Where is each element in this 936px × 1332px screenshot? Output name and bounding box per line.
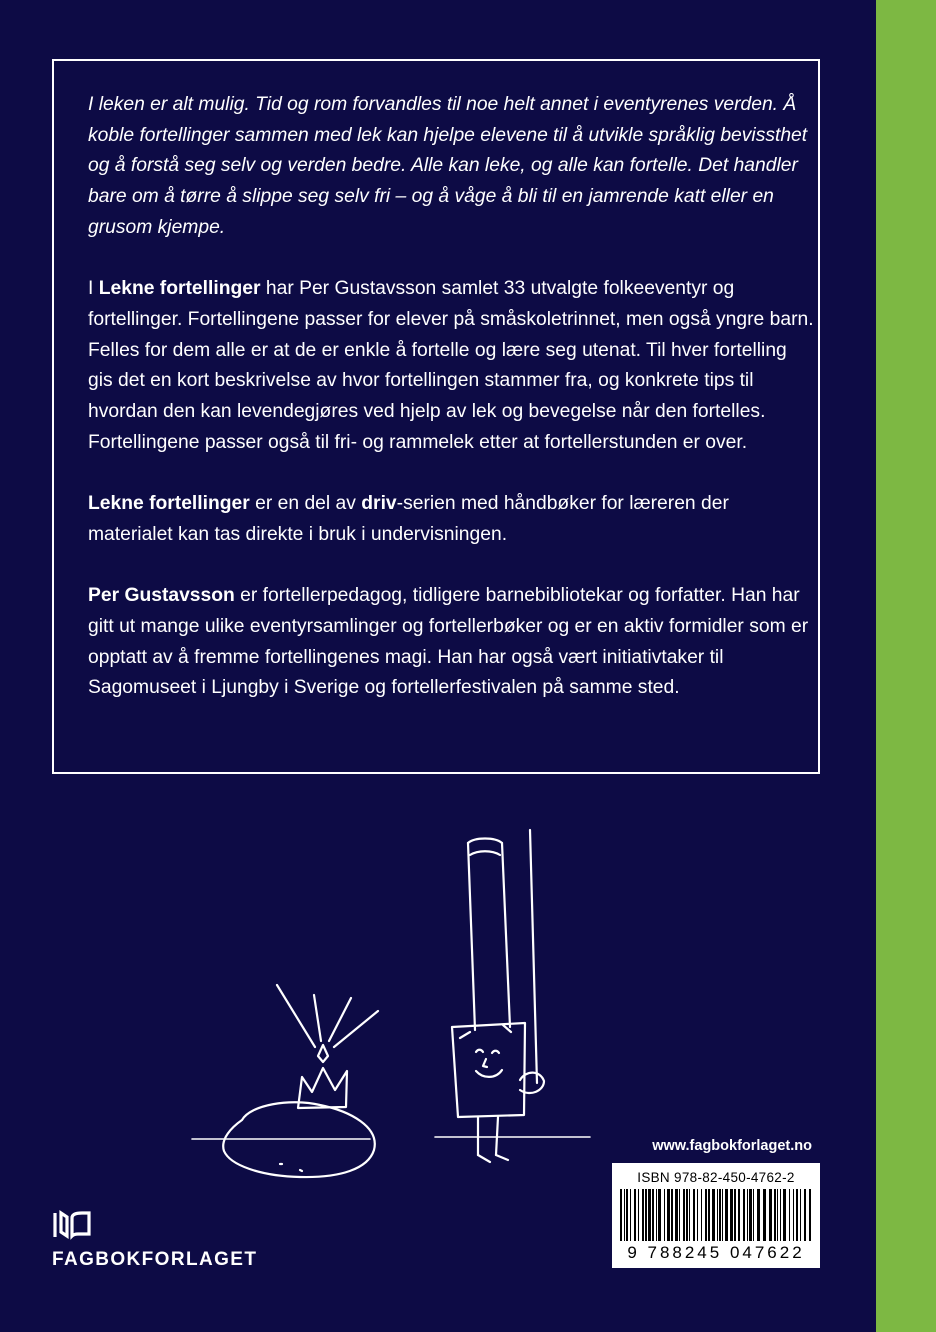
- barcode-bar: [809, 1189, 811, 1241]
- barcode-bar: [626, 1189, 628, 1241]
- back-cover-text: [88, 90, 814, 735]
- barcode-digits: 9 788245 047622: [627, 1243, 805, 1262]
- barcode-bar: [705, 1189, 707, 1241]
- barcode-bar: [645, 1189, 647, 1241]
- barcode-bar: [701, 1189, 702, 1241]
- barcode-bar: [753, 1189, 754, 1241]
- barcode-bar: [719, 1189, 721, 1241]
- barcode-bar: [675, 1189, 678, 1241]
- barcode-bar: [708, 1189, 710, 1241]
- barcode-bar: [730, 1189, 733, 1241]
- barcode-bar: [689, 1189, 690, 1241]
- barcode-bar: [749, 1189, 752, 1241]
- publisher-website: www.fagbokforlaget.no: [652, 1138, 812, 1154]
- barcode-bar: [686, 1189, 688, 1241]
- barcode-bar: [793, 1189, 794, 1241]
- barcode-bar: [671, 1189, 673, 1241]
- barcode-bar: [725, 1189, 728, 1241]
- book-spine: [876, 0, 936, 1332]
- series-text-2: -serien med håndbøker for læreren der materialet kan tas direkte i bruk i undervisningen.: [88, 493, 729, 545]
- barcode-bar: [769, 1189, 772, 1241]
- publisher-name: FAGBOKFORLAGET: [52, 1249, 258, 1270]
- barcode-bar: [783, 1189, 786, 1241]
- description-text: har Per Gustavsson samlet 33 utvalgte folkeeventyr og fortellinger. Fortellingene passer for elever på småskoletrinnet, men også yngre barn. Felles for dem alle er at de er enkle å fortelle og lære seg utenat. Til hver fortelling gis det en kort beskrivelse av hvor fortellingen stammer fra, og konkrete tips til hvordan den kan levendegjøres ved hjelp av lek og bevegelse når den fortelles. Fortellingene passer også til fri- og rammelek etter at fortellerstunden er over.: [88, 278, 814, 453]
- barcode-bar: [738, 1189, 740, 1241]
- barcode-bar: [667, 1189, 670, 1241]
- barcode-bar: [722, 1189, 723, 1241]
- barcode-bar: [648, 1189, 651, 1241]
- barcode-bars: [618, 1189, 814, 1244]
- barcode-bar: [697, 1189, 698, 1241]
- description-paragraph: [88, 274, 814, 458]
- barcode-bar: [743, 1189, 745, 1241]
- barcode-bar: [796, 1189, 798, 1241]
- barcode-bar: [804, 1189, 806, 1241]
- barcode-bar: [747, 1189, 748, 1241]
- barcode-bar: [624, 1189, 625, 1241]
- author-paragraph: [88, 581, 814, 704]
- barcode-bar: [774, 1189, 776, 1241]
- author-name-bold: Per Gustavsson: [88, 585, 235, 607]
- barcode-bar: [757, 1189, 760, 1241]
- author-bio: er fortellerpedagog, tidligere barnebibliotekar og forfatter. Han har gitt ut mange ulike eventyrsamlinger og fortellerbøker og er en aktiv formidler som er opptatt av å fremme fortellingenes magi. Han har også vært initiativtaker til Sagomuseet i Ljungby i Sverige og fortellerfestivalen på samme sted.: [88, 585, 809, 699]
- barcode-bar: [634, 1189, 636, 1241]
- series-name-bold: driv: [361, 493, 397, 515]
- description-prefix: I: [88, 278, 99, 300]
- barcode-bar: [620, 1189, 622, 1241]
- barcode-bar: [652, 1189, 654, 1241]
- barcode-bar: [763, 1189, 766, 1241]
- barcode-bar: [777, 1189, 778, 1241]
- barcode-bar: [800, 1189, 801, 1241]
- book-title-bold: Lekne fortellinger: [98, 278, 261, 300]
- book-title-bold-2: Lekne fortellinger: [88, 493, 250, 515]
- pencil-and-potato-illustration: [180, 815, 640, 1205]
- barcode-bar: [630, 1189, 631, 1241]
- barcode-bar: [656, 1189, 657, 1241]
- barcode-bar: [642, 1189, 644, 1241]
- barcode-bar: [658, 1189, 661, 1241]
- barcode-bar: [789, 1189, 790, 1241]
- barcode-bar: [679, 1189, 680, 1241]
- publisher-logo-icon: [52, 1210, 92, 1240]
- series-text-1: er en del av: [249, 493, 362, 515]
- barcode-bar: [693, 1189, 695, 1241]
- isbn-barcode: [612, 1163, 820, 1268]
- barcode-bar: [717, 1189, 718, 1241]
- barcode-bar: [683, 1189, 685, 1241]
- intro-paragraph: I leken er alt mulig. Tid og rom forvandles til noe helt annet i eventyrenes verden. Å koble fortellinger sammen med lek kan hjelpe elevene til å utvikle språklig bevissthet og å forstå seg selv og verden bedre. Alle kan leke, og alle kan fortelle. Det handler bare om å tørre å slippe seg selv fri – og å våge å bli til en jamrende katt eller en grusom kjempe.: [88, 94, 808, 238]
- barcode-bar: [780, 1189, 781, 1241]
- series-paragraph: [88, 489, 814, 550]
- isbn-label: ISBN 978-82-450-4762-2: [637, 1170, 795, 1185]
- barcode-bar: [712, 1189, 715, 1241]
- barcode-bar: [664, 1189, 665, 1241]
- barcode-bar: [734, 1189, 736, 1241]
- barcode-bar: [638, 1189, 639, 1241]
